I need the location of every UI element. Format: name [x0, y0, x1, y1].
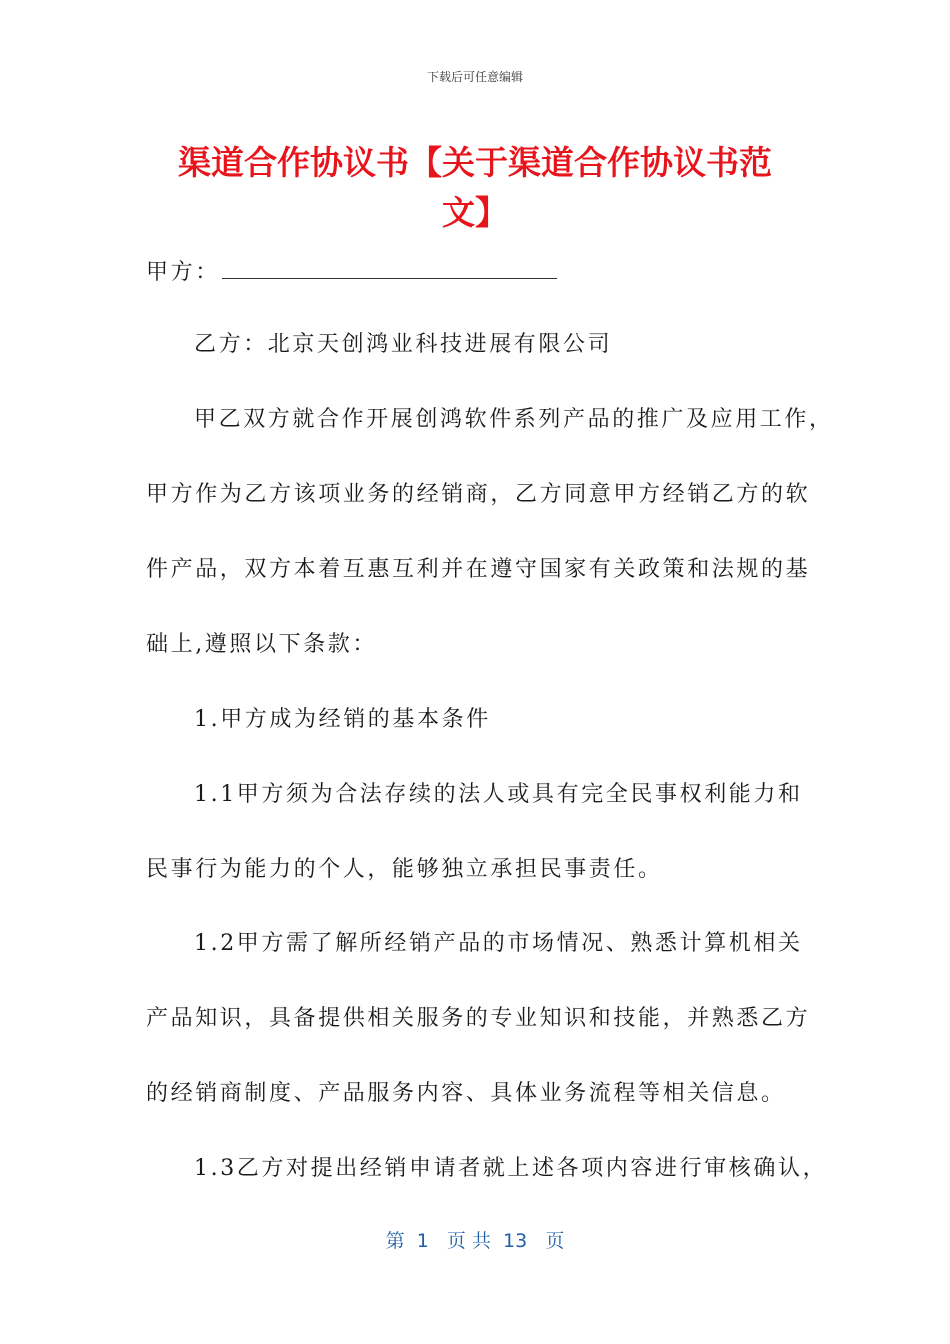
- party-a-label: 甲方：: [146, 260, 220, 285]
- page-footer: 第 1 页 共 13 页: [385, 1230, 565, 1252]
- party-b-line: 乙方：北京天创鸿业科技进展有限公司: [194, 332, 613, 357]
- section-heading: 1.甲方成为经销的基本条件: [194, 707, 491, 732]
- clause-line: 民事行为能力的个人，能够独立承担民事责任。: [146, 857, 663, 882]
- document-title: [150, 138, 800, 238]
- paragraph-line: 础上,遵照以下条款：: [146, 632, 377, 657]
- party-a-blank: [222, 256, 557, 279]
- title-line-2: 文】: [442, 193, 508, 232]
- clause-line: 1.3乙方对提出经销申请者就上述各项内容进行审核确认，: [194, 1156, 828, 1181]
- paragraph-line: 甲方作为乙方该项业务的经销商，乙方同意甲方经销乙方的软: [146, 482, 811, 507]
- clause-line: 的经销商制度、产品服务内容、具体业务流程等相关信息。: [146, 1081, 786, 1106]
- title-line-1: 渠道合作协议书【关于渠道合作协议书范: [178, 143, 772, 182]
- clause-line: 1.1甲方须为合法存续的法人或具有完全民事权利能力和: [194, 782, 803, 807]
- paragraph-line: 件产品，双方本着互惠互利并在遵守国家有关政策和法规的基: [146, 557, 811, 582]
- paragraph-line: 甲乙双方就合作开展创鸿软件系列产品的推广及应用工作，: [194, 407, 834, 432]
- clause-line: 1.2甲方需了解所经销产品的市场情况、熟悉计算机相关: [194, 931, 803, 956]
- clause-line: 产品知识，具备提供相关服务的专业知识和技能，并熟悉乙方: [146, 1006, 811, 1031]
- party-a-line: [146, 256, 557, 288]
- header-note: 下载后可任意编辑: [426, 70, 523, 84]
